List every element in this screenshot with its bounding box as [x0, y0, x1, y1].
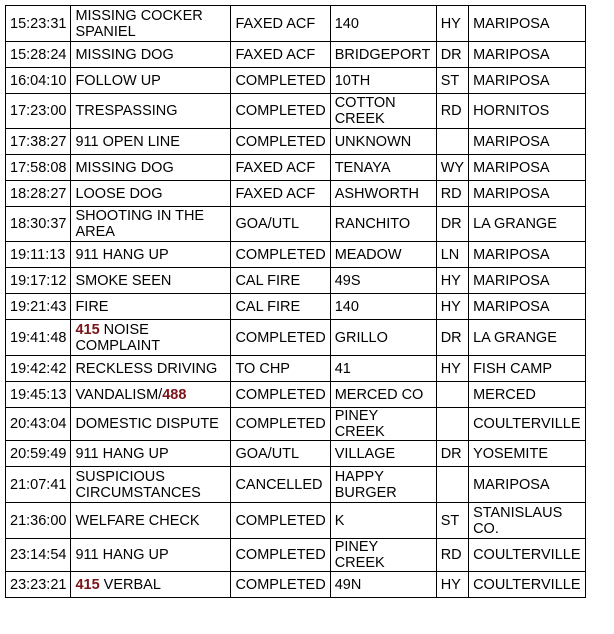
nature-text: 911 HANG UP [75, 246, 169, 263]
time-cell: 19:41:48 [6, 320, 71, 356]
street-cell: 10TH [330, 68, 436, 94]
table-row [6, 94, 586, 129]
street-cell: PINEY CREEK [330, 408, 436, 441]
nature-cell [71, 408, 231, 441]
street-cell: K [330, 503, 436, 539]
street-cell: 140 [330, 6, 436, 42]
street-suffix-cell [436, 382, 468, 408]
time-cell: 19:21:43 [6, 294, 71, 320]
table-row [6, 320, 586, 356]
city-cell: YOSEMITE [469, 441, 585, 467]
street-cell: MEADOW [330, 242, 436, 268]
street-cell: MERCED CO [330, 382, 436, 408]
street-suffix-cell: DR [436, 441, 468, 467]
nature-cell [71, 356, 231, 382]
street-cell: HAPPY BURGER [330, 467, 436, 503]
time-cell: 15:23:31 [6, 6, 71, 42]
city-cell: MARIPOSA [469, 268, 585, 294]
nature-cell [71, 242, 231, 268]
status-cell: COMPLETED [231, 572, 330, 598]
status-cell: FAXED ACF [231, 181, 330, 207]
nature-cell [71, 503, 231, 539]
status-cell: COMPLETED [231, 408, 330, 441]
status-cell: TO CHP [231, 356, 330, 382]
city-cell: STANISLAUS CO. [469, 503, 585, 539]
table-row [6, 181, 586, 207]
street-cell: GRILLO [330, 320, 436, 356]
city-cell: MARIPOSA [469, 181, 585, 207]
city-cell: MARIPOSA [469, 242, 585, 268]
city-cell: COULTERVILLE [469, 408, 585, 441]
table-row [6, 408, 586, 441]
street-suffix-cell: RD [436, 539, 468, 572]
street-suffix-cell: ST [436, 68, 468, 94]
nature-text: MISSING DOG [75, 46, 174, 63]
time-cell: 19:45:13 [6, 382, 71, 408]
time-cell: 20:43:04 [6, 408, 71, 441]
penal-code-label: 415 [75, 321, 100, 338]
street-cell: UNKNOWN [330, 129, 436, 155]
city-cell: FISH CAMP [469, 356, 585, 382]
table-row [6, 356, 586, 382]
status-cell: FAXED ACF [231, 155, 330, 181]
nature-text: DOMESTIC DISPUTE [75, 416, 219, 432]
nature-text: SHOOTING IN THE AREA [75, 208, 205, 240]
street-cell: PINEY CREEK [330, 539, 436, 572]
nature-cell [71, 441, 231, 467]
city-cell: MARIPOSA [469, 467, 585, 503]
city-cell: COULTERVILLE [469, 539, 585, 572]
status-cell: COMPLETED [231, 503, 330, 539]
street-cell: VILLAGE [330, 441, 436, 467]
street-cell: COTTON CREEK [330, 94, 436, 129]
nature-text: VANDALISM/ [75, 386, 163, 403]
street-suffix-cell: ST [436, 503, 468, 539]
table-row [6, 207, 586, 242]
nature-text: WELFARE CHECK [75, 512, 200, 529]
time-cell: 23:14:54 [6, 539, 71, 572]
nature-text: VERBAL [99, 576, 161, 593]
status-cell: COMPLETED [231, 242, 330, 268]
street-cell: BRIDGEPORT [330, 42, 436, 68]
street-suffix-cell: WY [436, 155, 468, 181]
time-cell: 19:17:12 [6, 268, 71, 294]
time-cell: 17:38:27 [6, 129, 71, 155]
table-row [6, 467, 586, 503]
street-cell: RANCHITO [330, 207, 436, 242]
status-cell: GOA/UTL [231, 441, 330, 467]
street-suffix-cell: LN [436, 242, 468, 268]
table-row [6, 539, 586, 572]
nature-cell [71, 94, 231, 129]
status-cell: GOA/UTL [231, 207, 330, 242]
street-suffix-cell: DR [436, 207, 468, 242]
city-cell: MARIPOSA [469, 129, 585, 155]
street-suffix-cell: RD [436, 181, 468, 207]
penal-code-label: 415 [75, 576, 100, 593]
table-row [6, 42, 586, 68]
nature-text: 911 HANG UP [75, 547, 169, 563]
nature-cell [71, 129, 231, 155]
status-cell: CANCELLED [231, 467, 330, 503]
city-cell: LA GRANGE [469, 320, 585, 356]
table-row [6, 242, 586, 268]
table-row [6, 6, 586, 42]
nature-text: TRESPASSING [75, 103, 178, 119]
nature-cell [71, 294, 231, 320]
table-row [6, 382, 586, 408]
nature-text: MISSING DOG [75, 159, 174, 176]
time-cell: 19:11:13 [6, 242, 71, 268]
street-suffix-cell: HY [436, 572, 468, 598]
penal-code-label: 488 [162, 386, 187, 403]
time-cell: 19:42:42 [6, 356, 71, 382]
nature-cell [71, 268, 231, 294]
status-cell: COMPLETED [231, 539, 330, 572]
nature-text: MISSING COCKER SPANIEL [75, 7, 203, 40]
nature-cell [71, 320, 231, 356]
street-cell: ASHWORTH [330, 181, 436, 207]
nature-text: RECKLESS DRIVING [75, 360, 218, 377]
table-row [6, 68, 586, 94]
street-suffix-cell [436, 467, 468, 503]
status-cell: CAL FIRE [231, 294, 330, 320]
status-cell: FAXED ACF [231, 42, 330, 68]
time-cell: 20:59:49 [6, 441, 71, 467]
nature-cell [71, 68, 231, 94]
street-suffix-cell: HY [436, 356, 468, 382]
nature-text: 911 OPEN LINE [75, 133, 180, 150]
nature-text: NOISE COMPLAINT [75, 321, 161, 354]
street-suffix-cell: HY [436, 6, 468, 42]
time-cell: 18:28:27 [6, 181, 71, 207]
city-cell: LA GRANGE [469, 207, 585, 242]
table-row [6, 294, 586, 320]
nature-cell [71, 382, 231, 408]
city-cell: MARIPOSA [469, 294, 585, 320]
status-cell: CAL FIRE [231, 268, 330, 294]
city-cell: MARIPOSA [469, 6, 585, 42]
street-cell: 49N [330, 572, 436, 598]
status-cell: FAXED ACF [231, 6, 330, 42]
nature-text: 911 HANG UP [75, 445, 169, 462]
call-log-table [5, 5, 586, 598]
nature-cell [71, 42, 231, 68]
street-suffix-cell: DR [436, 42, 468, 68]
nature-text: LOOSE DOG [75, 185, 163, 202]
nature-cell [71, 155, 231, 181]
time-cell: 15:28:24 [6, 42, 71, 68]
status-cell: COMPLETED [231, 382, 330, 408]
nature-cell [71, 181, 231, 207]
street-suffix-cell [436, 129, 468, 155]
street-suffix-cell: HY [436, 268, 468, 294]
status-cell: COMPLETED [231, 68, 330, 94]
nature-cell [71, 467, 231, 503]
nature-text: SMOKE SEEN [75, 272, 172, 289]
time-cell: 21:36:00 [6, 503, 71, 539]
nature-cell [71, 572, 231, 598]
call-log-body [6, 6, 586, 598]
city-cell: MARIPOSA [469, 42, 585, 68]
street-suffix-cell: DR [436, 320, 468, 356]
nature-text: SUSPICIOUS CIRCUMSTANCES [75, 468, 201, 501]
street-cell: 41 [330, 356, 436, 382]
table-row [6, 268, 586, 294]
street-cell: TENAYA [330, 155, 436, 181]
table-row [6, 503, 586, 539]
street-cell: 49S [330, 268, 436, 294]
time-cell: 16:04:10 [6, 68, 71, 94]
nature-text: FOLLOW UP [75, 72, 161, 89]
street-suffix-cell: HY [436, 294, 468, 320]
street-suffix-cell: RD [436, 94, 468, 129]
status-cell: COMPLETED [231, 320, 330, 356]
street-suffix-cell [436, 408, 468, 441]
table-row [6, 441, 586, 467]
nature-cell [71, 539, 231, 572]
city-cell: MERCED [469, 382, 585, 408]
time-cell: 17:23:00 [6, 94, 71, 129]
status-cell: COMPLETED [231, 94, 330, 129]
nature-text: FIRE [75, 298, 109, 315]
street-cell: 140 [330, 294, 436, 320]
city-cell: COULTERVILLE [469, 572, 585, 598]
nature-cell [71, 207, 231, 242]
time-cell: 18:30:37 [6, 207, 71, 242]
city-cell: MARIPOSA [469, 68, 585, 94]
time-cell: 23:23:21 [6, 572, 71, 598]
table-row [6, 572, 586, 598]
table-row [6, 155, 586, 181]
table-row [6, 129, 586, 155]
city-cell: HORNITOS [469, 94, 585, 129]
city-cell: MARIPOSA [469, 155, 585, 181]
time-cell: 17:58:08 [6, 155, 71, 181]
nature-cell [71, 6, 231, 42]
status-cell: COMPLETED [231, 129, 330, 155]
time-cell: 21:07:41 [6, 467, 71, 503]
